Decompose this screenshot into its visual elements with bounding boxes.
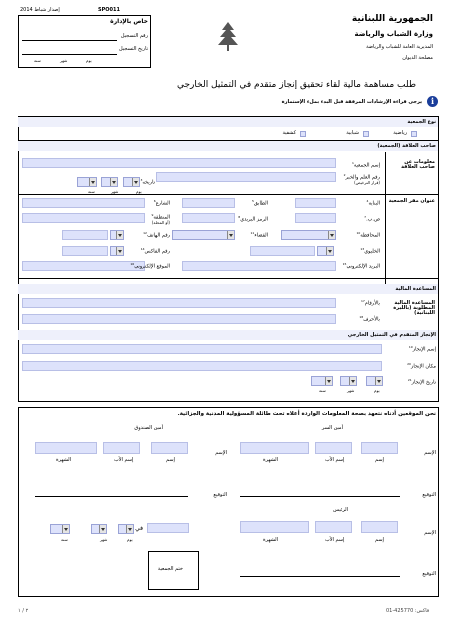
directorate-title: المديرية العامة للشباب والرياضة — [366, 44, 433, 50]
treasurer-last-label: الشهرة — [56, 457, 72, 463]
chevron-down-icon — [62, 525, 69, 533]
owner-month-label: شهر — [111, 189, 119, 194]
website-input[interactable] — [22, 261, 145, 271]
owner-date-month-select[interactable] — [101, 177, 118, 187]
association-type-header — [18, 117, 438, 127]
treasurer-label: أمين الصندوق — [134, 425, 163, 431]
street-input[interactable] — [22, 198, 145, 208]
achievement-place-label: مكان الإنجاز$^{20}$ — [407, 362, 436, 370]
chevron-down-icon — [325, 377, 332, 385]
achievement-year-select[interactable] — [311, 376, 333, 386]
association-name-label: إسم الجمعية$^1$ — [351, 161, 380, 169]
checkbox-youth[interactable] — [363, 131, 369, 137]
signatures-frame — [18, 407, 439, 597]
financial-header — [18, 284, 438, 294]
owner-date-label: تاريخه$^3$ — [140, 178, 155, 186]
treasurer-father-input[interactable] — [103, 442, 140, 454]
president-signature-label: التوقيع — [422, 571, 436, 577]
stamp-label: ختم الجمعية — [157, 566, 183, 572]
achievement-month-select[interactable] — [340, 376, 357, 386]
admin-reg-date-label: تاريخ التسجيل — [119, 46, 148, 52]
president-signature-line[interactable] — [240, 576, 400, 577]
secretary-first-label: إسم — [375, 457, 384, 463]
page-title: طلب مساهمة مالية لقاء تحقيق إنجاز متقدم في التمثيل الخارجي — [176, 80, 416, 90]
association-name-input[interactable] — [22, 158, 336, 168]
achievement-title: الإنجاز المتقدم في التمثيل الخارجي — [347, 332, 436, 338]
mobile-input[interactable] — [250, 246, 315, 256]
signed-in-label: في — [135, 525, 143, 532]
phone-input[interactable] — [62, 230, 108, 240]
phone-label: رقم الهاتف$^{12}$ — [143, 231, 170, 239]
fax-input[interactable] — [62, 246, 108, 256]
option-youth-label: شبابية — [346, 130, 359, 136]
district-select[interactable] — [172, 230, 235, 240]
governorate-label: المحافظة$^{10}$ — [356, 231, 380, 239]
chevron-down-icon — [126, 525, 133, 533]
pobox-label: ص.ب.$^7$ — [364, 215, 380, 223]
chevron-down-icon — [89, 178, 96, 186]
checkbox-scouts[interactable] — [300, 131, 306, 137]
permit-number-label: رقم العلم والخبر$^2$ — [343, 173, 380, 181]
admin-day-label: يوم — [86, 58, 92, 63]
owner-date-day-select[interactable] — [123, 177, 140, 187]
address-side-label: عنوان مقر الجمعية — [388, 198, 435, 204]
page-number: ٢ / ١ — [18, 608, 29, 614]
secretary-name-label: الإسم — [424, 450, 436, 456]
email-label: البريد الإلكتروني$^{15}$ — [342, 262, 380, 270]
signed-month-select[interactable] — [91, 524, 107, 534]
divider — [18, 278, 439, 279]
signed-month-label: شهر — [100, 537, 108, 542]
financial-title: المساعدة المالية — [395, 286, 436, 292]
signed-day-label: يوم — [127, 537, 133, 542]
president-last-input[interactable] — [240, 521, 309, 533]
chevron-down-icon — [326, 247, 333, 255]
owner-year-label: سنة — [88, 189, 95, 194]
permit-number-sub: (قرار الترخيص) — [354, 180, 380, 185]
president-first-label: إسم — [375, 537, 384, 543]
president-father-label: إسم الأب — [325, 537, 345, 543]
owner-date-year-select[interactable] — [77, 177, 97, 187]
info-notice: يرجى قراءة الإرشادات المرفقة قبل البدء بملء الإستمارة — [281, 99, 422, 105]
owner-day-label: يوم — [136, 189, 142, 194]
secretary-label: أمين السر — [321, 425, 343, 431]
president-first-input[interactable] — [361, 521, 398, 533]
treasurer-signature-line[interactable] — [35, 496, 188, 497]
amount-letters-label: بالأحرف$^{18}$ — [359, 315, 380, 323]
amount-letters-input[interactable] — [22, 314, 336, 324]
amount-digits-input[interactable] — [22, 298, 336, 308]
amount-digits-label: بالأرقام$^{17}$ — [360, 299, 380, 307]
admin-reg-no-label: رقم التسجيل — [120, 33, 148, 39]
admin-month-label: شهر — [60, 58, 68, 63]
secretary-signature-line[interactable] — [240, 496, 400, 497]
secretary-first-input[interactable] — [361, 442, 398, 454]
chevron-down-icon — [349, 377, 356, 385]
chevron-down-icon — [116, 231, 123, 239]
signed-place-input[interactable] — [147, 523, 189, 533]
form-code: SPO011 — [98, 7, 120, 13]
postal-code-input[interactable] — [182, 213, 235, 223]
area-input[interactable] — [22, 213, 145, 223]
area-label: المنطقة$^9$ — [151, 213, 170, 221]
president-last-label: الشهرة — [263, 537, 279, 543]
phone-prefix-select[interactable] — [110, 230, 124, 240]
owner-title: صاحب العلاقة (الجمعية) — [377, 143, 436, 149]
email-input[interactable] — [182, 261, 336, 271]
achievement-name-input[interactable] — [22, 344, 382, 354]
fax-number: 01-425770 :فاكس — [386, 608, 430, 614]
website-label: الموقع الإلكتروني$^{16}$ — [130, 262, 170, 270]
achievement-name-label: إسم الإنجاز$^{19}$ — [408, 345, 436, 353]
chevron-down-icon — [110, 178, 117, 186]
form-issue: إصدار شباط 2014 — [20, 7, 60, 13]
floor-label: الطابق$^5$ — [251, 199, 268, 207]
checkbox-sports[interactable] — [411, 131, 417, 137]
building-label: البناية$^4$ — [366, 199, 380, 207]
option-scouts-label: كشفية — [282, 130, 296, 136]
fax-prefix-select[interactable] — [110, 246, 124, 256]
mobile-label: الخليوي$^{13}$ — [360, 247, 380, 255]
chevron-down-icon — [328, 231, 335, 239]
treasurer-first-input[interactable] — [151, 442, 188, 454]
chevron-down-icon — [375, 377, 382, 385]
fax-label: رقم الفاكس$^{14}$ — [140, 247, 170, 255]
divider — [18, 194, 439, 195]
floor-input[interactable] — [182, 198, 235, 208]
cedar-logo-icon — [214, 20, 242, 54]
admin-year-label: سنة — [34, 58, 41, 63]
building-input[interactable] — [295, 198, 336, 208]
pobox-input[interactable] — [295, 213, 336, 223]
area-sub: (أو المحلة) — [151, 220, 170, 225]
owner-header — [18, 141, 438, 151]
info-icon: i — [427, 96, 438, 107]
postal-code-label: الرمز البريدي$^8$ — [238, 215, 268, 223]
achievement-day-select[interactable] — [366, 376, 383, 386]
signed-year-select[interactable] — [50, 524, 70, 534]
office-title: مصلحة الديوان — [402, 55, 433, 61]
governorate-select[interactable] — [281, 230, 336, 240]
association-type-title: نوع الجمعية — [407, 119, 436, 125]
signatures-title: نحن الموقعين أدناه نتعهد بصحة المعلومات الواردة أعلاه تحت طائلة المسؤولية المدنية والجزائية. — [177, 411, 436, 417]
secretary-last-input[interactable] — [240, 442, 309, 454]
permit-number-input[interactable] — [156, 172, 336, 182]
treasurer-signature-label: التوقيع — [213, 492, 227, 498]
treasurer-name-label: الإسم — [215, 450, 227, 456]
option-sports-label: رياضية — [393, 130, 407, 136]
achievement-day-label: يوم — [374, 388, 380, 393]
chevron-down-icon — [132, 178, 139, 186]
admin-box-title: خاص بالإدارة — [110, 18, 148, 25]
secretary-last-label: الشهرة — [263, 457, 279, 463]
treasurer-first-label: إسم — [166, 457, 175, 463]
achievement-month-label: شهر — [347, 388, 355, 393]
chevron-down-icon — [99, 525, 106, 533]
secretary-father-label: إسم الأب — [325, 457, 345, 463]
treasurer-father-label: إسم الأب — [114, 457, 134, 463]
mobile-prefix-select[interactable] — [317, 246, 334, 256]
ministry-title: وزارة الشباب والرياضة — [354, 30, 433, 38]
secretary-father-input[interactable] — [315, 442, 352, 454]
treasurer-last-input[interactable] — [35, 442, 97, 454]
district-label: القضاء$^{11}$ — [250, 231, 268, 239]
signed-day-select[interactable] — [118, 524, 134, 534]
admin-reg-no-line[interactable] — [22, 40, 117, 41]
president-label: الرئيس — [333, 507, 348, 513]
owner-side-label: معلومات عن صاحب العلاقة — [401, 159, 435, 170]
chevron-down-icon — [227, 231, 234, 239]
admin-reg-date-line[interactable] — [22, 54, 117, 55]
achievement-date-label: تاريخ الإنجاز$^{21}$ — [407, 378, 436, 386]
republic-title: الجمهورية اللبنانية — [351, 14, 433, 24]
president-name-label: الإسم — [424, 530, 436, 536]
secretary-signature-label: التوقيع — [422, 492, 436, 498]
financial-side-label: المساعدة المالية المطلوبة (بالليرة اللبنانية) — [393, 300, 435, 316]
achievement-place-input[interactable] — [22, 361, 382, 371]
chevron-down-icon — [116, 247, 123, 255]
president-father-input[interactable] — [315, 521, 352, 533]
street-label: الشارع$^6$ — [153, 199, 170, 207]
signed-year-label: سنة — [61, 537, 68, 542]
achievement-year-label: سنة — [319, 388, 326, 393]
side-column-divider — [385, 152, 386, 287]
